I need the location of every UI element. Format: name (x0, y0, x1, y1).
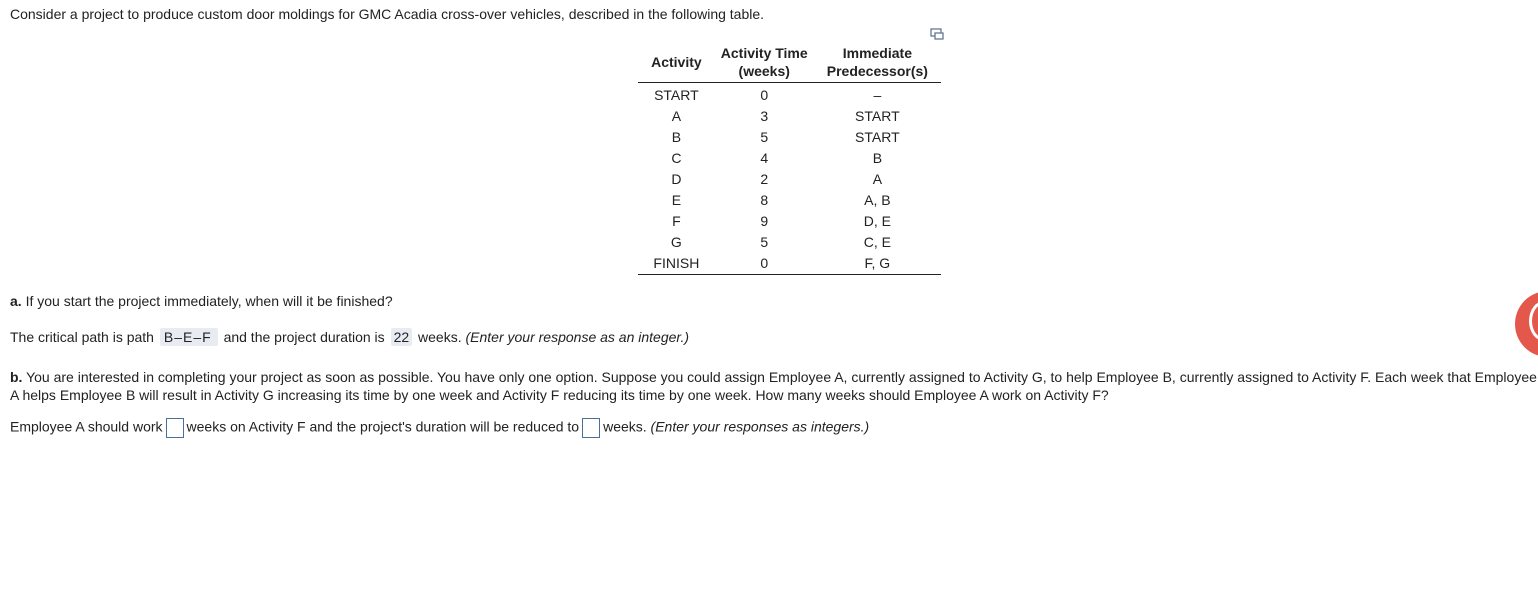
table-row (638, 127, 941, 148)
answer-a-hint: (Enter your response as an integer.) (465, 329, 690, 345)
cell-time: 2 (760, 171, 769, 187)
table-row (638, 232, 941, 253)
question-a-label: a. (10, 293, 22, 309)
answer-b-line (10, 418, 869, 438)
cell-predecessor: F, G (814, 253, 941, 275)
cell-activity: C (671, 150, 682, 166)
question-b-label: b. (10, 369, 23, 385)
cell-predecessor: A (872, 171, 883, 187)
cell-activity: FINISH (638, 253, 715, 275)
activity-table (638, 42, 941, 275)
question-a-text: If you start the project immediately, when will it be finished? (21, 293, 393, 309)
cell-predecessor: C, E (863, 234, 891, 250)
cell-activity: G (670, 234, 682, 250)
cell-activity: D (671, 171, 682, 187)
cell-activity: A (671, 108, 682, 124)
cell-predecessor: A, B (864, 192, 891, 208)
cell-time: 4 (760, 150, 769, 166)
cell-predecessor: START (855, 129, 900, 145)
weeks-on-f-input[interactable] (166, 418, 184, 438)
table-row (638, 211, 941, 232)
header-activity: Activity (638, 42, 715, 83)
help-button[interactable] (1515, 291, 1538, 357)
cell-time: 3 (760, 108, 769, 124)
cell-predecessor: START (855, 108, 900, 124)
question-b-text: You are interested in completing your project as soon as possible. You have only one option. Suppose you could assign Employee A, currently assigned to Activity G, to help Employee B, currently assigned to Activity F. Each week that Employee A helps Employee B will result in Activity G increasing its time by one week and Activity F reducing its time by one week. How many weeks should Employee A work on Activity F? (10, 369, 1537, 403)
cell-time: 5 (760, 234, 769, 250)
question-b (10, 368, 1538, 404)
table-header-row (638, 42, 941, 83)
help-icon (1529, 301, 1538, 341)
table-row (638, 190, 941, 211)
cell-time: 5 (760, 129, 769, 145)
cell-activity: B (671, 129, 682, 145)
critical-path-answer[interactable]: B–E–F (160, 328, 218, 346)
header-activity-time: Activity Time (weeks) (715, 42, 814, 83)
cell-activity: START (654, 87, 699, 103)
answer-a-line (10, 328, 689, 346)
answer-a-suffix: weeks. (418, 329, 462, 345)
cell-predecessor: – (873, 87, 882, 103)
header-predecessors: Immediate Predecessor(s) (814, 42, 941, 83)
answer-a-prefix: The critical path is path (10, 329, 154, 345)
copy-table-icon[interactable] (930, 28, 944, 40)
cell-activity: F (672, 213, 681, 229)
reduced-duration-input[interactable] (582, 418, 600, 438)
answer-a-middle: and the project duration is (223, 329, 385, 345)
project-duration-answer[interactable]: 22 (391, 328, 413, 346)
cell-predecessor: B (872, 150, 883, 166)
cell-time: 8 (760, 192, 769, 208)
question-a (10, 293, 393, 309)
table-row (638, 148, 941, 169)
intro-text: Consider a project to produce custom door moldings for GMC Acadia cross-over vehicles, described in the following table. (10, 6, 765, 22)
table-row (638, 106, 941, 127)
cell-time: 9 (760, 213, 769, 229)
table-row (638, 83, 941, 107)
cell-time: 0 (760, 87, 769, 103)
cell-time: 0 (715, 253, 814, 275)
answer-b-hint: (Enter your responses as integers.) (650, 418, 870, 435)
answer-b-prefix: Employee A should work (10, 418, 163, 435)
answer-b-suffix: weeks. (603, 418, 647, 435)
answer-b-middle: weeks on Activity F and the project's duration will be reduced to (186, 418, 580, 435)
cell-predecessor: D, E (863, 213, 891, 229)
cell-activity: E (671, 192, 682, 208)
table-row (638, 253, 941, 275)
table-row (638, 169, 941, 190)
